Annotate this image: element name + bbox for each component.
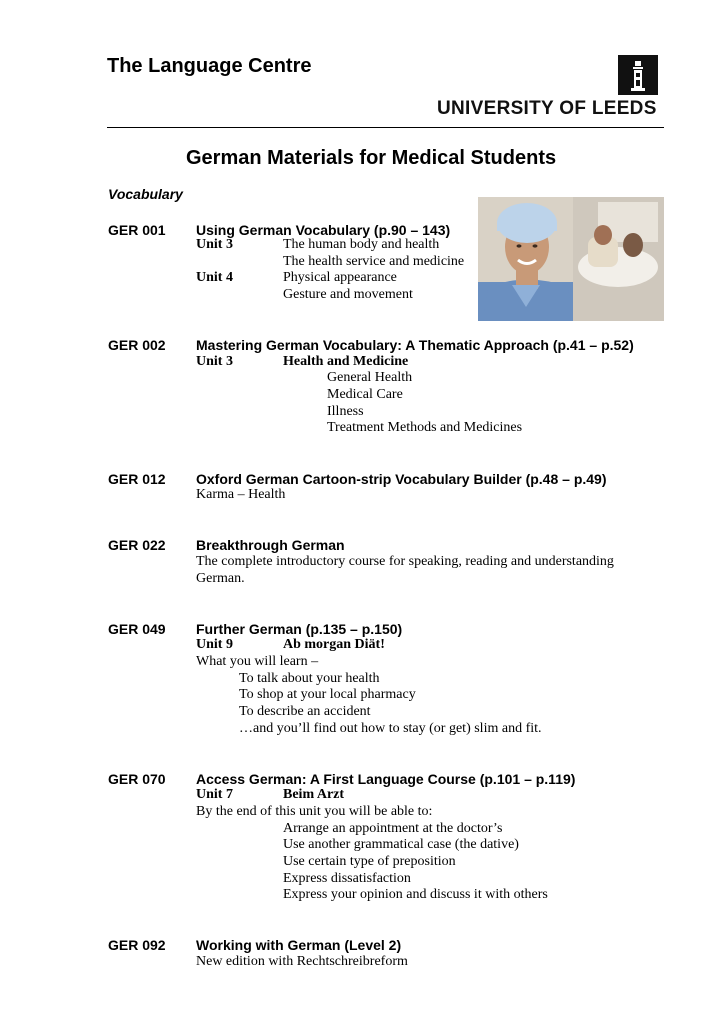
unit-title: Beim Arzt: [283, 787, 345, 802]
learning-point: Use certain type of preposition: [283, 854, 456, 869]
course-description: German.: [196, 571, 245, 586]
learning-point: Arrange an appointment at the doctor’s: [283, 821, 503, 836]
unit-label: Unit 3: [196, 237, 233, 252]
course-code: GER 022: [108, 537, 166, 553]
course-title: Access German: A First Language Course (p.101 – p.119): [196, 771, 576, 787]
unit-topic: General Health: [327, 370, 413, 385]
course-title: Using German Vocabulary (p.90 – 143): [196, 222, 451, 238]
header-divider: [107, 127, 664, 128]
unit-topic: The human body and health: [283, 237, 440, 252]
course-code: GER 092: [108, 937, 166, 953]
unit-intro: What you will learn –: [196, 654, 319, 669]
unit-topic: Illness: [327, 404, 364, 419]
learning-point: Use another grammatical case (the dative): [283, 837, 519, 852]
unit-label: Unit 9: [196, 637, 233, 652]
unit-topic: Physical appearance: [283, 270, 397, 285]
unit-topic: Gesture and movement: [283, 287, 413, 302]
course-description: Karma – Health: [196, 487, 286, 502]
university-crest-icon: [618, 55, 658, 95]
course-title: Working with German (Level 2): [196, 937, 402, 953]
unit-topic: Treatment Methods and Medicines: [327, 420, 523, 435]
course-title: Further German (p.135 – p.150): [196, 621, 403, 637]
learning-point: …and you’ll find out how to stay (or get) slim and fit.: [239, 721, 542, 736]
course-description: New edition with Rechtschreibreform: [196, 954, 408, 969]
unit-topic: Medical Care: [327, 387, 403, 402]
course-code: GER 012: [108, 471, 166, 487]
page-title: German Materials for Medical Students: [186, 147, 557, 169]
unit-intro: By the end of this unit you will be able to:: [196, 804, 433, 819]
unit-title: Ab morgan Diät!: [283, 637, 385, 652]
learning-point: Express dissatisfaction: [283, 871, 411, 886]
section-heading: Vocabulary: [108, 186, 183, 202]
course-title: Mastering German Vocabulary: A Thematic Approach (p.41 – p.52): [196, 337, 634, 353]
learning-point: To talk about your health: [239, 671, 380, 686]
unit-label: Unit 7: [196, 787, 233, 802]
learning-point: To shop at your local pharmacy: [239, 687, 416, 702]
course-code: GER 002: [108, 337, 166, 353]
learning-point: To describe an accident: [239, 704, 371, 719]
course-description: The complete introductory course for speaking, reading and understanding: [196, 554, 614, 569]
course-code: GER 001: [108, 222, 166, 238]
course-code: GER 049: [108, 621, 166, 637]
course-title: Breakthrough German: [196, 537, 345, 553]
unit-title: Health and Medicine: [283, 354, 409, 369]
unit-label: Unit 3: [196, 354, 233, 369]
course-title: Oxford German Cartoon-strip Vocabulary Builder (p.48 – p.49): [196, 471, 607, 487]
unit-topic: The health service and medicine: [283, 254, 465, 269]
learning-point: Express your opinion and discuss it with others: [283, 887, 548, 902]
nurse-photo: [478, 197, 664, 321]
centre-name: The Language Centre: [107, 55, 312, 77]
course-code: GER 070: [108, 771, 166, 787]
university-logo-text: UNIVERSITY OF LEEDS: [437, 98, 657, 119]
unit-label: Unit 4: [196, 270, 233, 285]
